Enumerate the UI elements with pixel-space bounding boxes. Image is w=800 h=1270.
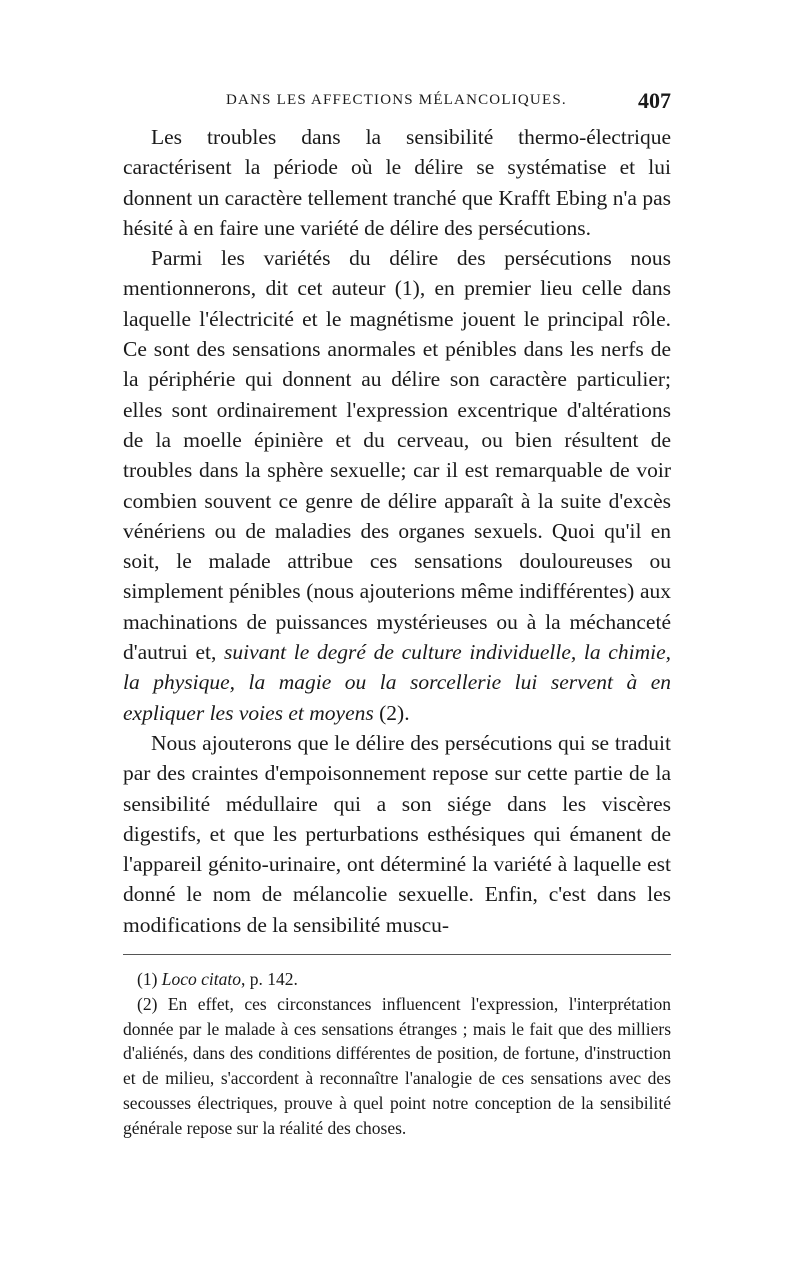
paragraph-2-text: Parmi les variétés du délire des persécutions nous mentionnerons, dit cet auteur (1), en premier lieu celle dans laquelle l'électricité et le magnétisme jouent le principal rôle. Ce sont des sensations anormales et pénibles dans les nerfs de la périphérie qui donnent au délire son caractère particulier; elles sont ordinairement l'expression excentrique d'altérations de la moelle épinière et du cerveau, ou bien résultent de troubles dans la sphère sexuelle; car il est remarquable de voir combien souvent ce genre de délire apparaît à la suite d'excès vénériens ou de maladies des organes sexuels. Quoi qu'il en soit, le malade attribue ces sensations douloureuses ou simplement pénibles (nous ajouterions même indifférentes) aux machinations de puissances mystérieuses ou à la méchanceté d'autrui et, — [123, 246, 671, 665]
paragraph-2 — [123, 243, 671, 728]
main-text — [123, 122, 671, 940]
footnote-2: (2) En effet, ces circonstances influencent l'expression, l'interprétation donnée par le malade à ces sensations étranges ; mais le fait que des milliers d'aliénés, dans des conditions différentes de position, de fortune, d'instruction et de milieu, s'accordent à reconnaître l'analogie de ces sensations avec des secousses électriques, prouve à quel point notre conception de la sensibilité générale repose sur la réalité des choses. — [123, 993, 671, 1138]
page-number: 407 — [638, 88, 671, 113]
book-page — [123, 88, 671, 1141]
paragraph-3: Nous ajouterons que le délire des persécutions qui se traduit par des craintes d'empoisonnement repose sur cette partie de la sensibilité médullaire qui a son siége dans les viscères digestifs, et que les perturbations esthésiques qui émanent de l'appareil génito-urinaire, ont déterminé la variété à laquelle est donné le nom de mélancolie sexuelle. Enfin, c'est dans les modifications de la sensibilité muscu- — [123, 730, 671, 937]
footnote-1-italic: Loco citato — [161, 969, 242, 990]
running-header — [123, 88, 671, 122]
footnotes — [123, 954, 671, 1141]
footnote-1-number: (1) — [137, 969, 162, 990]
running-title: DANS LES AFFECTIONS MÉLANCOLIQUES. — [226, 92, 567, 108]
paragraph-2-end: (2). — [373, 700, 410, 725]
footnote-1 — [123, 967, 671, 992]
paragraph-2-italic-quote: suivant le degré de culture individuelle, la chimie, la physique, la magie ou la sorcellerie lui servent à en expliquer les voies et moyens — [123, 640, 671, 725]
footnote-1-rest: , p. 142. — [241, 969, 298, 990]
paragraph-1: Les troubles dans la sensibilité thermo-électrique caractérisent la période où le délire se systématise et lui donnent un caractère tellement tranché que Krafft Ebing n'a pas hésité à en faire une variété de délire des persécutions. — [123, 125, 671, 240]
